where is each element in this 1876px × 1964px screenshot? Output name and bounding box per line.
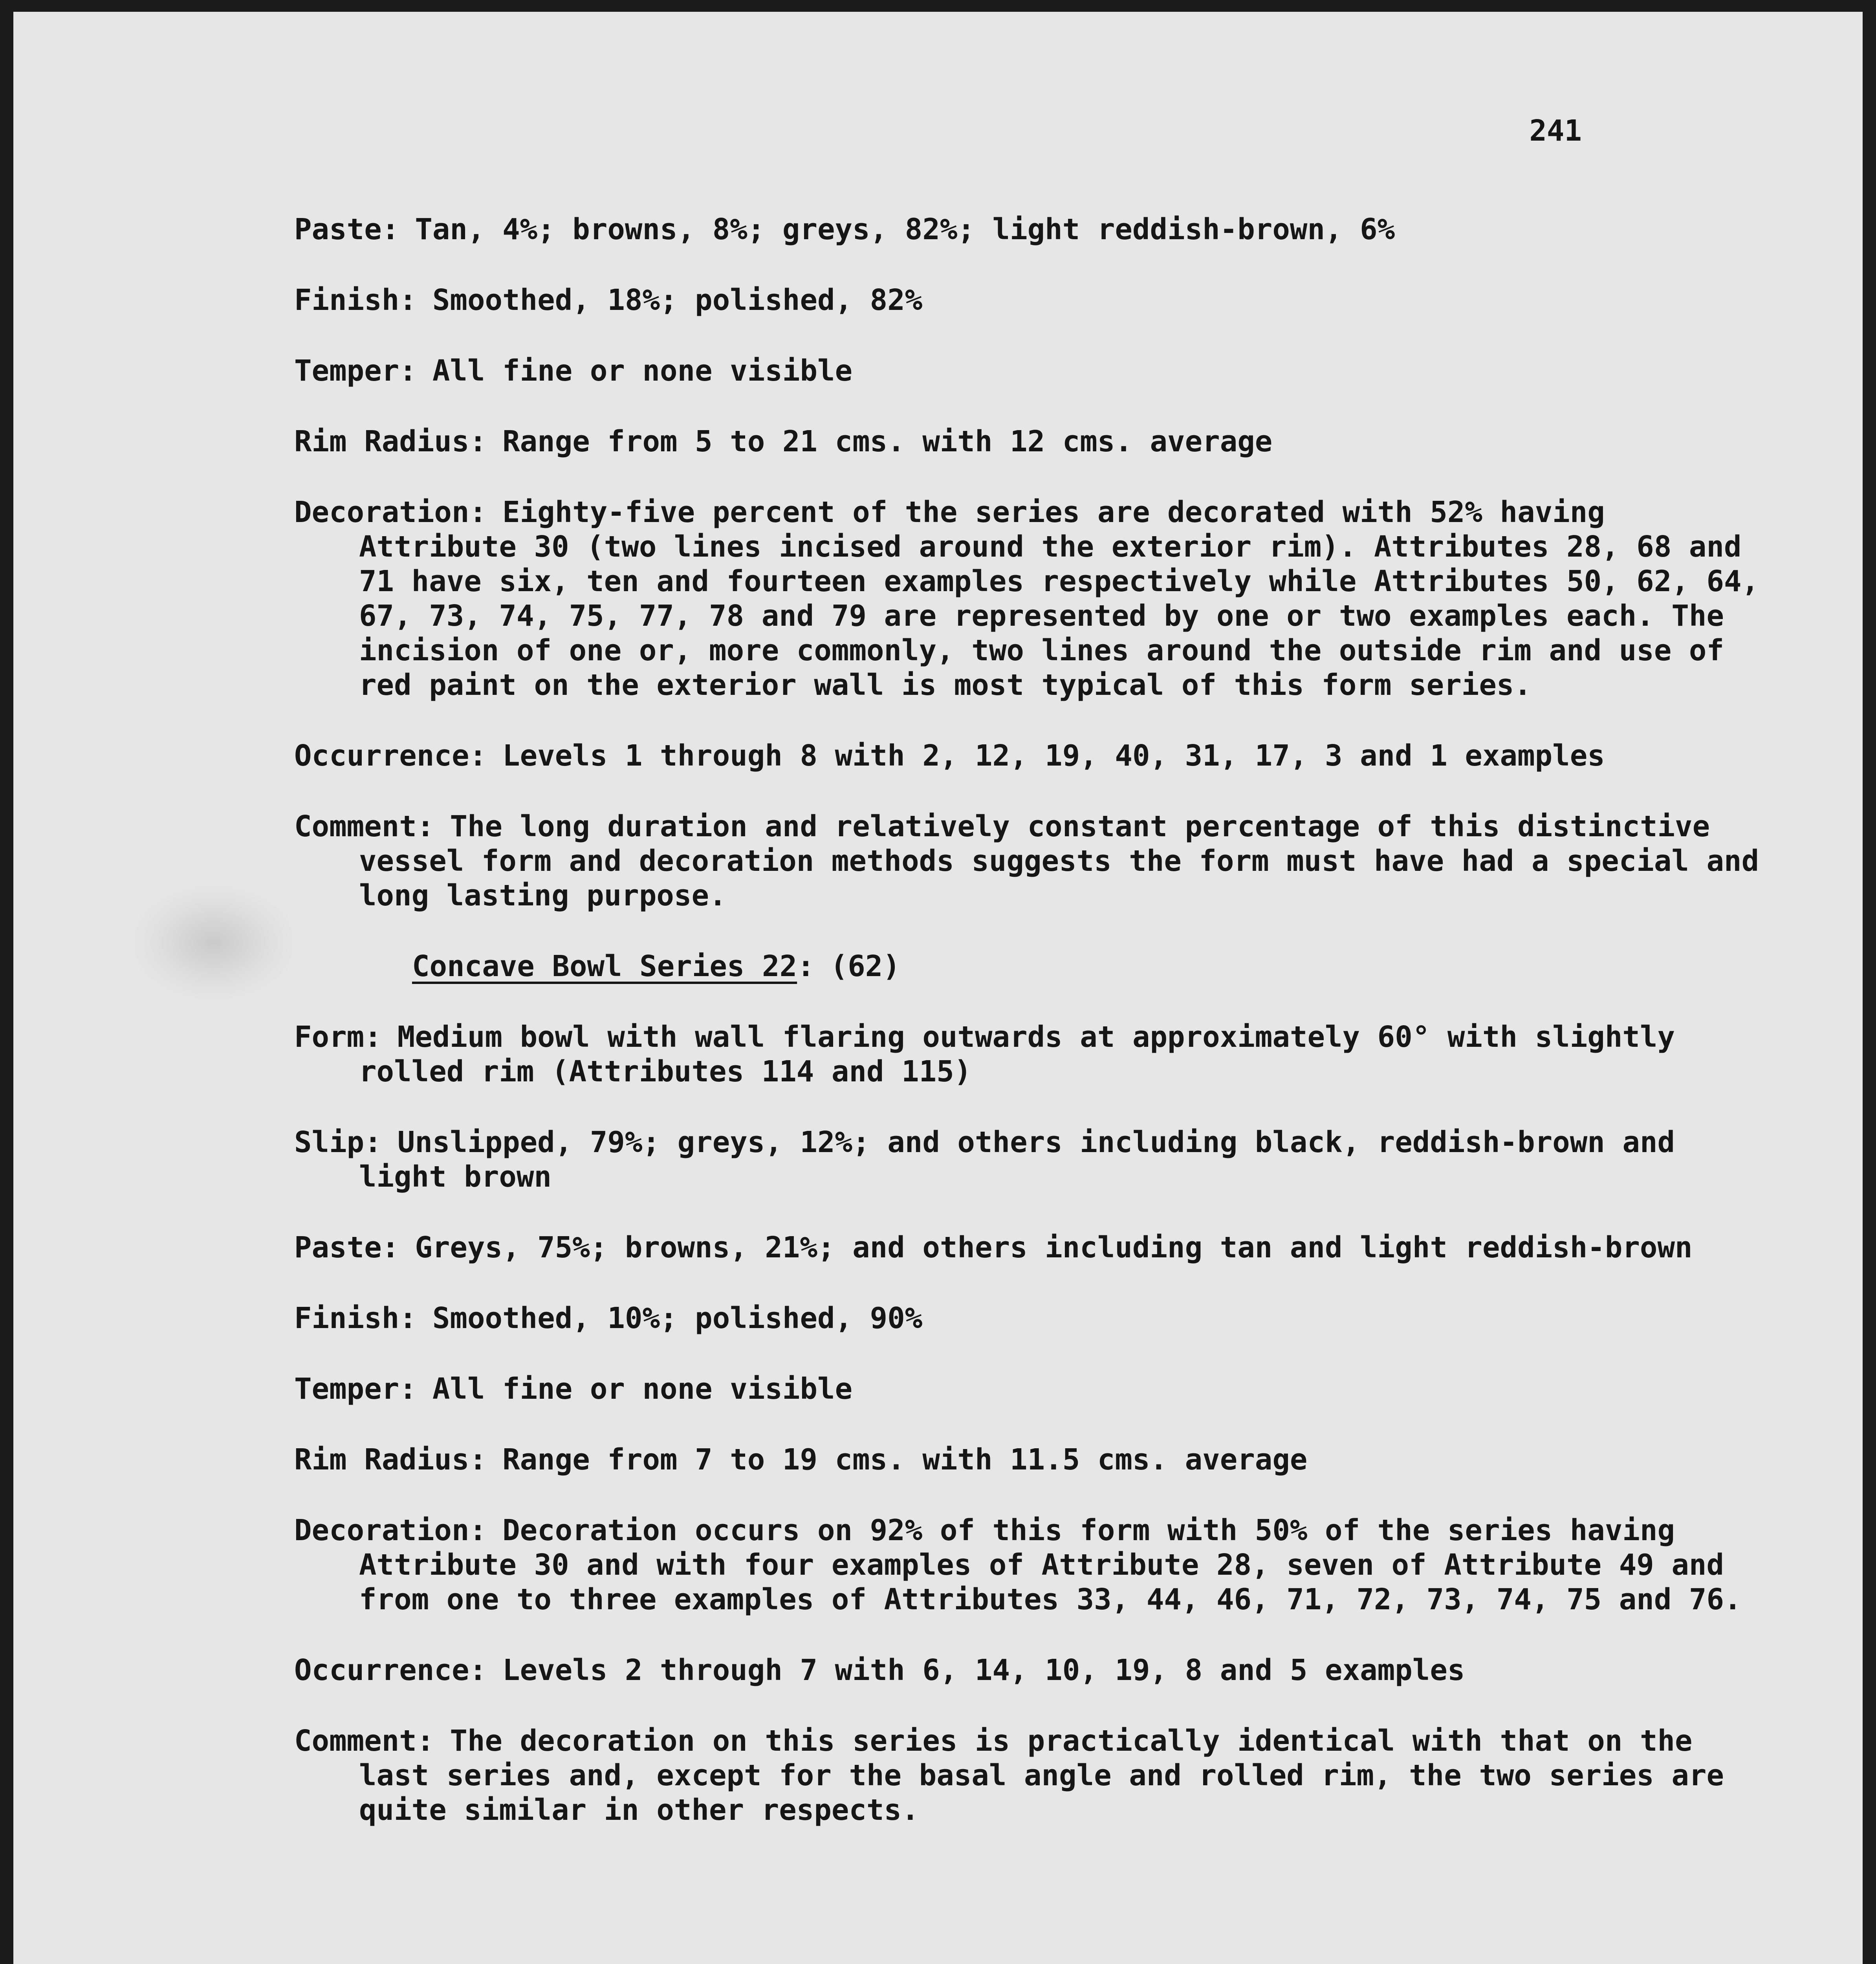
entry-text: Unslipped, 79%; greys, 12%; and others including black, reddish-brown and light brown — [359, 1125, 1675, 1194]
comment-entry — [294, 1724, 1779, 1827]
entry-label: Occurrence: — [294, 1653, 487, 1687]
entry-label: Comment: — [294, 810, 434, 843]
entry-label: Slip: — [294, 1125, 382, 1159]
entry-label: Form: — [294, 1020, 382, 1054]
entry-text: Medium bowl with wall flaring outwards at approximately 60° with slightly rolled rim (Attributes 114 and 115) — [359, 1020, 1675, 1088]
finish-entry — [294, 1301, 1779, 1336]
series-title: Concave Bowl Series 22 — [412, 949, 797, 983]
entry-text: Levels 2 through 7 with 6, 14, 10, 19, 8 and 5 examples — [502, 1653, 1465, 1687]
entry-label: Rim Radius: — [294, 1443, 487, 1477]
entry-text: Range from 5 to 21 cms. with 12 cms. average — [502, 425, 1273, 458]
occurrence-entry — [294, 1653, 1779, 1687]
document-page — [13, 12, 1863, 1964]
entry-label: Decoration: — [294, 1513, 487, 1547]
slip-entry — [294, 1125, 1779, 1194]
entry-label: Temper: — [294, 1372, 417, 1406]
comment-entry — [294, 809, 1779, 913]
entry-label: Paste: — [294, 213, 399, 246]
entry-label: Decoration: — [294, 495, 487, 529]
decoration-entry — [294, 1513, 1779, 1617]
entry-label: Occurrence: — [294, 739, 487, 773]
occurrence-entry — [294, 738, 1779, 773]
decoration-entry — [294, 495, 1779, 702]
entry-label: Comment: — [294, 1724, 434, 1758]
entry-text: Smoothed, 18%; polished, 82% — [432, 283, 923, 317]
rim-radius-entry — [294, 424, 1779, 459]
entry-label: Finish: — [294, 1301, 417, 1335]
series-heading — [412, 949, 1779, 984]
entry-label: Finish: — [294, 283, 417, 317]
entry-text: Eighty-five percent of the series are decorated with 52% having Attribute 30 (two lines incised around the exterior rim). Attributes 28, 68 and 71 have six, ten and fourteen examples respectively while Attributes 50, 62, 64, 67, 73, 74, 75, 77, 78 and 79 are represented by one or two examples each. The incision of one or, more commonly, two lines around the outside rim and use of red paint on the exterior wall is most typical of this form series. — [359, 495, 1759, 702]
paste-entry — [294, 1230, 1779, 1265]
series-count: (62) — [830, 949, 900, 983]
entry-text: The long duration and relatively constant percentage of this distinctive vessel form and decoration methods suggests the form must have had a special and long lasting purpose. — [359, 810, 1759, 912]
entry-text: Levels 1 through 8 with 2, 12, 19, 40, 31, 17, 3 and 1 examples — [502, 739, 1605, 773]
entry-text: Greys, 75%; browns, 21%; and others including tan and light reddish-brown — [415, 1231, 1693, 1264]
entry-text: Decoration occurs on 92% of this form with 50% of the series having Attribute 30 and with four examples of Attribute 28, seven of Attribute 49 and from one to three examples of Attributes 33, 44, 46, 71, 72, 73, 74, 75 and 76. — [359, 1513, 1742, 1616]
page-number: 241 — [1529, 114, 1582, 148]
form-entry — [294, 1020, 1779, 1089]
document-body — [294, 212, 1779, 1863]
entry-label: Temper: — [294, 354, 417, 388]
entry-text: Tan, 4%; browns, 8%; greys, 82%; light reddish-brown, 6% — [415, 213, 1395, 246]
temper-entry — [294, 1372, 1779, 1406]
entry-label: Rim Radius: — [294, 425, 487, 458]
entry-text: The decoration on this series is practically identical with that on the last series and, except for the basal angle and rolled rim, the two series are quite similar in other respects. — [359, 1724, 1724, 1827]
rim-radius-entry — [294, 1442, 1779, 1477]
series-colon: : — [797, 949, 815, 983]
ink-smudge — [131, 884, 296, 1002]
temper-entry — [294, 354, 1779, 388]
paste-entry — [294, 212, 1779, 247]
entry-text: Smoothed, 10%; polished, 90% — [432, 1301, 923, 1335]
entry-text: All fine or none visible — [432, 354, 853, 388]
entry-text: Range from 7 to 19 cms. with 11.5 cms. average — [502, 1443, 1308, 1477]
finish-entry — [294, 283, 1779, 317]
entry-label: Paste: — [294, 1231, 399, 1264]
entry-text: All fine or none visible — [432, 1372, 853, 1406]
